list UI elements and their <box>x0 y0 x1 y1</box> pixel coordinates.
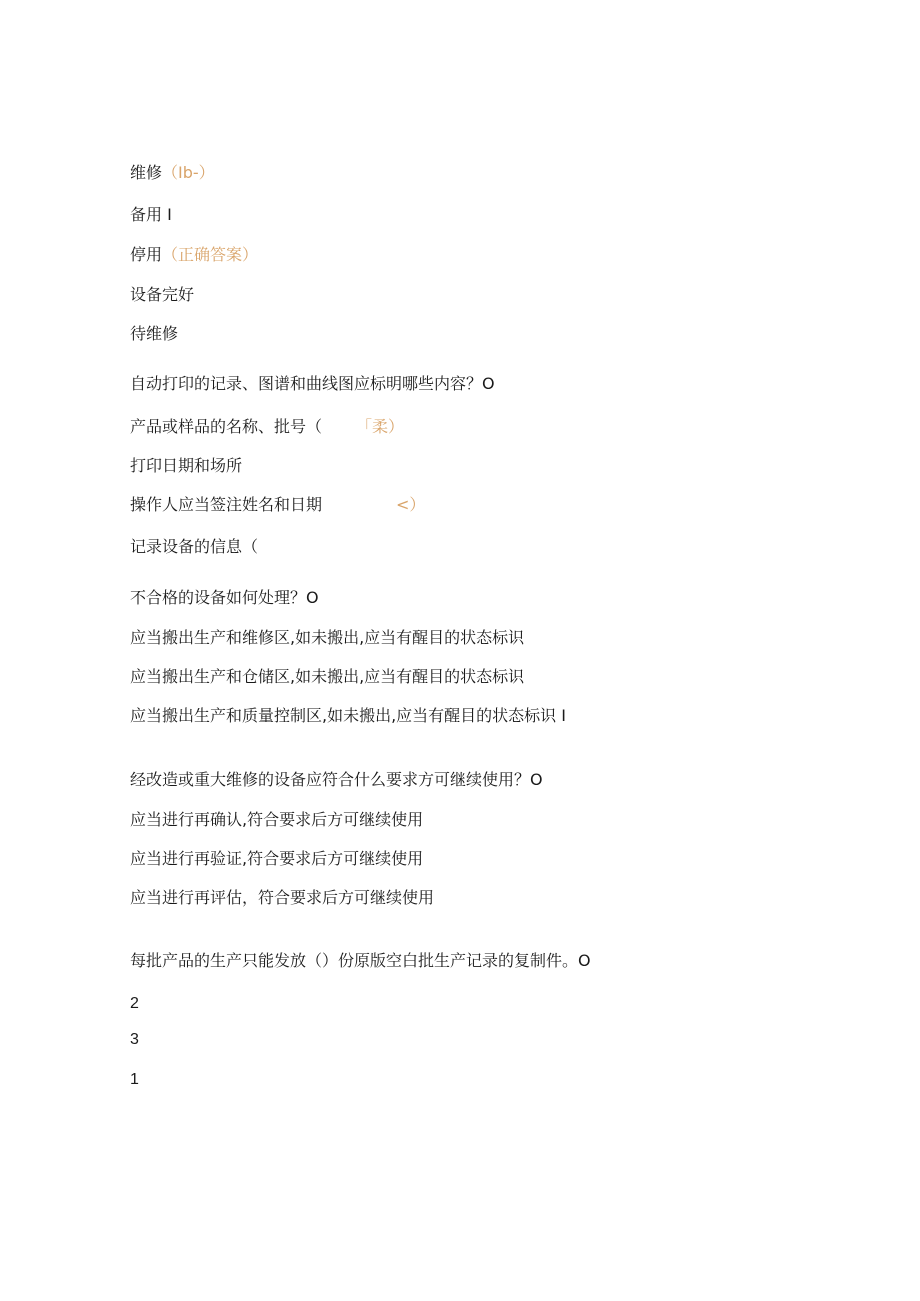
question-text: 不合格的设备如何处理？O <box>130 588 319 607</box>
option-text: 1 <box>130 1071 139 1088</box>
option-item <box>130 888 434 908</box>
option-text: 备用 I <box>130 205 172 224</box>
option-item <box>130 205 172 225</box>
option-item <box>130 245 258 265</box>
option-text: 维修 <box>130 163 163 182</box>
answer-annotation: 「柔） <box>356 417 405 436</box>
question-text: 自动打印的记录、图谱和曲线图应标明哪些内容？O <box>130 374 495 393</box>
option-item <box>130 667 524 687</box>
option-text: 应当搬出生产和仓储区,如未搬出,应当有醒目的状态标识 <box>130 667 525 686</box>
question-text: 经改造或重大维修的设备应符合什么要求方可继续使用？O <box>130 770 543 789</box>
option-item <box>130 495 425 515</box>
option-item <box>130 1070 139 1090</box>
option-text: 应当搬出生产和质量控制区,如未搬出,应当有醒目的状态标识 I <box>130 706 566 725</box>
option-item <box>130 849 423 869</box>
option-text: 3 <box>130 1031 139 1048</box>
option-text: 待维修 <box>130 324 179 343</box>
option-text: 产品或样品的名称、批号（ <box>130 417 323 436</box>
option-text: 停用 <box>130 245 163 264</box>
option-text: 应当进行再评估，符合要求后方可继续使用 <box>130 888 435 907</box>
option-item <box>130 417 404 437</box>
option-text: 2 <box>130 995 139 1012</box>
option-item <box>130 285 194 305</box>
question-text: 每批产品的生产只能发放（）份原版空白批生产记录的复制件。O <box>130 951 591 970</box>
option-text: 打印日期和场所 <box>130 456 243 475</box>
option-text: 应当进行再确认,符合要求后方可继续使用 <box>130 810 424 829</box>
option-text: 设备完好 <box>130 285 195 304</box>
option-text: 应当搬出生产和维修区,如未搬出,应当有醒目的状态标识 <box>130 628 525 647</box>
option-item <box>130 628 524 648</box>
option-item <box>130 706 566 726</box>
option-item <box>130 1030 139 1050</box>
option-item <box>130 324 178 344</box>
option-item <box>130 456 242 476</box>
option-text: 应当进行再验证,符合要求后方可继续使用 <box>130 849 424 868</box>
option-text: 记录设备的信息（ <box>130 537 259 556</box>
option-item <box>130 810 423 830</box>
answer-annotation: （Ib-） <box>162 163 215 182</box>
option-item <box>130 163 215 183</box>
answer-annotation: （正确答案） <box>162 245 259 264</box>
option-item <box>130 537 258 557</box>
option-item <box>130 994 139 1014</box>
option-text: 操作人应当签注姓名和日期 <box>130 495 323 514</box>
answer-annotation: <） <box>396 495 426 514</box>
